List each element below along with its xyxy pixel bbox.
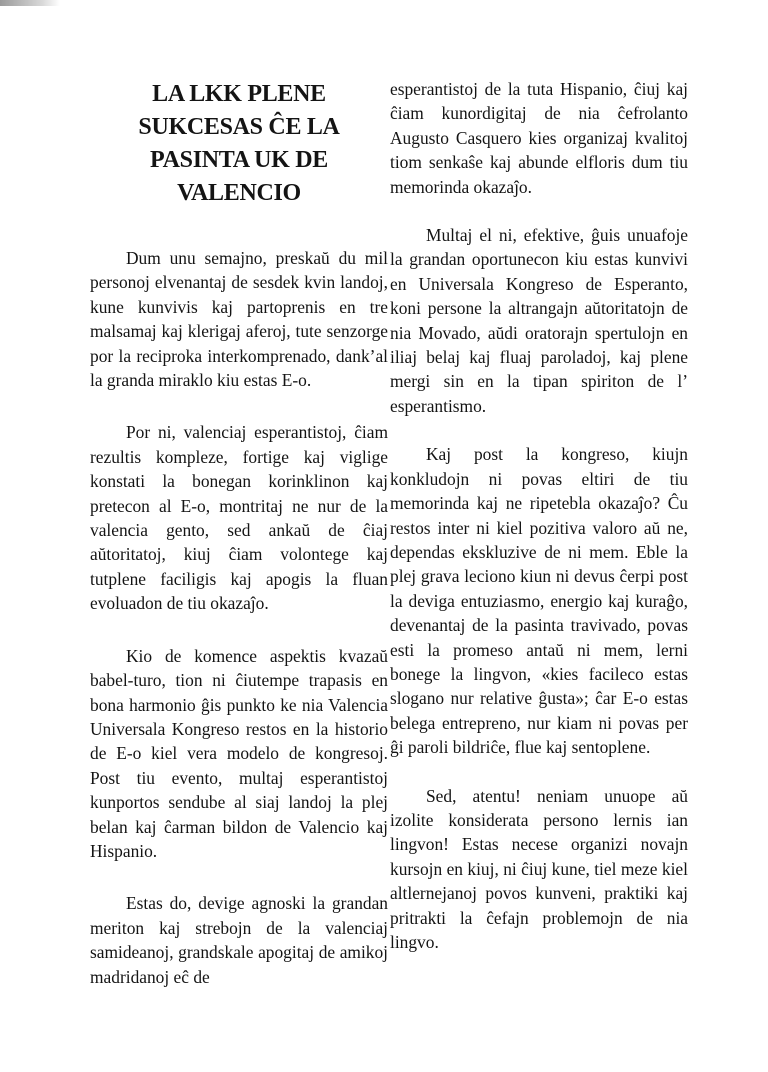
left-column (90, 55, 388, 989)
paragraph-continued: esperantistoj de la tuta Hispanio, ĉiuj kaj ĉiam kunordigitaj de nia ĉefrolanto Augusto Casquero kies organizaj kvalitoj tiom senkaŝe kaj abunde elfloris dum tiu memorinda okazaĵo. (390, 79, 688, 197)
right-column (390, 55, 688, 954)
paragraph: Multaj el ni, efektive, ĝuis unuafoje la grandan oportunecon kiu estas kunvivi en Universala Kongreso de Esperanto, koni persone la altrangajn aŭtoritatojn de nia Movado, aŭdi oratorajn spertulojn en iliaj belaj kaj fluaj paroladoj, kaj plene mergi sin en la tipan spiriton de l’ esperantismo. (390, 225, 688, 416)
paragraph: Por ni, valenciaj esperantistoj, ĉiam rezultis kompleze, fortige kaj viglige konstati la bonegan korinklinon kaj pretecon al E-o, montritaj ne nur de la valencia gento, sed ankaŭ de ĉiaj aŭtoritatoj, kiuj ĉiam volontege kaj tutplene faciligis kaj apogis la fluan evoluadon de tiu okazaĵo. (90, 422, 388, 614)
scan-edge-mark (0, 0, 60, 6)
paragraph: Kaj post la kongreso, kiujn konkludojn ni povas eltiri de tiu memorinda kaj ne ripetebla okazaĵo? Ĉu restos inter ni kiel pozitiva valoro aŭ ne, dependas ekskluzive de ni mem. Eble la plej grava leciono kiun ni devus ĉerpi post la devigа entuziasmo, energio kaj kuraĝo, devenantaj de la pasinta travivado, povas esti la promeso antaŭ ni mem, lerni bonege la lingvon, «kies facileco estas slogano nur relative ĝusta»; ĉar E-o estas belega entrepreno, nur kiam ni povas per ĝi paroli bildriĉe, flue kaj sentoplene. (390, 444, 688, 758)
paragraph: Kio de komence aspektis kvazaŭ babel-turo, tion ni ĉiutempe trapasis en bona harmonio ĝis punkto ke nia Valencia Universala Kongreso restos en la historio de E-o kiel vera modelo de kongresoj. Post tiu evento, multaj esperantistoj kunportos sendube al siaj landoj la plej belan kaj ĉarman bildon de Valencio kaj Hispanio. (90, 645, 388, 861)
paragraph: Estas do, devige agnoski la grandan meriton kaj strebojn de la valenciaj samideanoj, grandskale apogitaj de amikoj madridanoj eĉ de (90, 893, 388, 987)
paragraph: Sed, atentu! neniam unuope aŭ izolite konsiderata persono lernis ian lingvon! Estas necese organizi novajn kursojn en kiuj, ni ĉiuj kune, tiel meze kiel altlernejanoj povos kunveni, praktiki kaj pritrakti la ĉefajn problemojn de nia lingvo. (390, 785, 688, 952)
article-page (78, 55, 710, 1045)
article-title: LA LKK PLENE SUKCESAS ĈE LA PASINTA UK DE VALENCIO (138, 81, 340, 206)
paragraph: Dum unu semajno, preskaŭ du mil personoj elvenantaj de sesdek kvin landoj, kune kunvivis kaj partoprenis en tre malsamaj kaj klerigaj aferoj, tute senzorge por la reciproka interkomprenado, dank’al la granda miraklo kiu estas E-o. (90, 248, 388, 391)
